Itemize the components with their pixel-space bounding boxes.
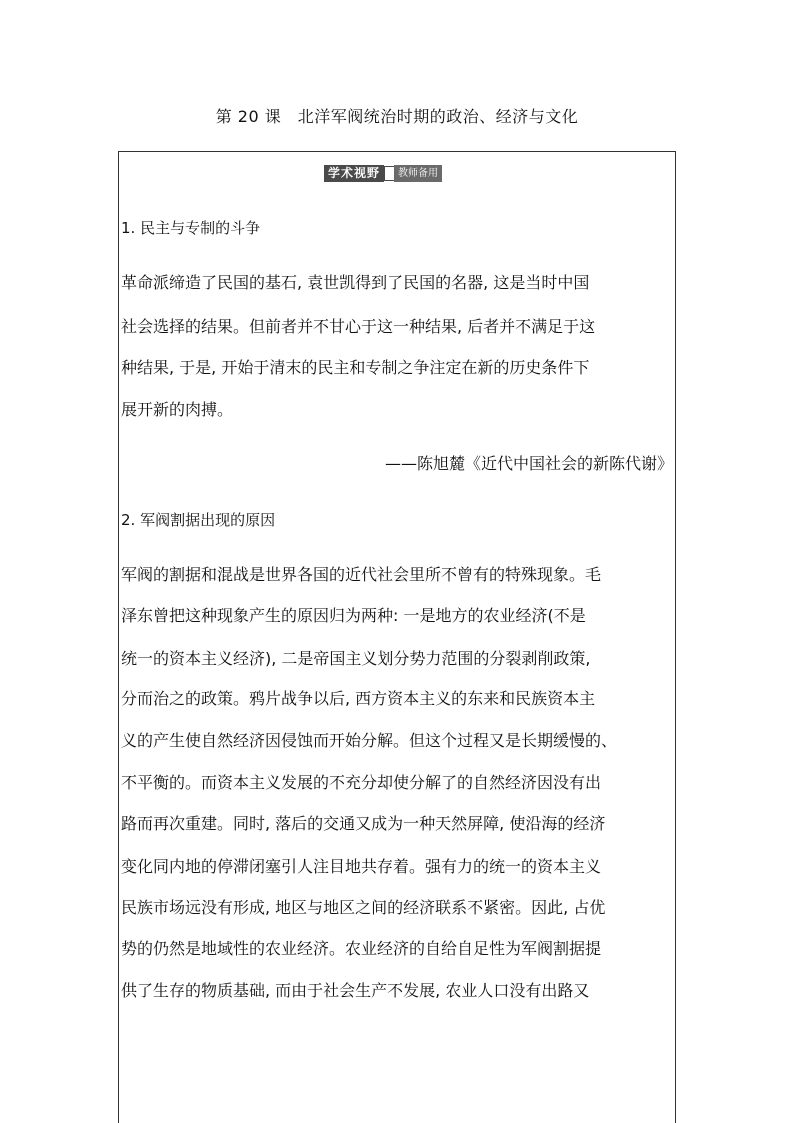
academic-view-banner — [324, 165, 442, 182]
paragraph-line: 分而治之的政策。鸦片战争以后, 西方资本主义的东来和民族资本主 — [121, 689, 596, 708]
paragraph-line: 展开新的肉搏。 — [121, 400, 234, 419]
paragraph-line: 统一的资本主义经济), 二是帝国主义划分势力范围的分裂剥削政策, — [121, 649, 591, 668]
paragraph-line: 不平衡的。而资本主义发展的不充分却使分解了的自然经济因没有出 — [121, 773, 602, 792]
paragraph-line: 供了生存的物质基础, 而由于社会生产不发展, 农业人口没有出路又 — [121, 981, 590, 1000]
paragraph-line: 变化同内地的停滞闭塞引人注目地共存着。强有力的统一的资本主义 — [121, 857, 602, 876]
paragraph-line: 势的仍然是地域性的农业经济。农业经济的自给自足性为军阀割据提 — [121, 939, 602, 958]
paragraph-line: 种结果, 于是, 开始于清末的民主和专制之争注定在新的历史条件下 — [121, 358, 590, 377]
paragraph-line: 泽东曾把这种现象产生的原因归为两种: 一是地方的农业经济(不是 — [121, 606, 586, 625]
paragraph-line: 军阀的割据和混战是世界各国的近代社会里所不曾有的特殊现象。毛 — [121, 565, 602, 584]
quote-attribution: ——陈旭麓《近代中国社会的新陈代谢》 — [384, 454, 673, 473]
banner-main-label: 学术视野 — [324, 165, 384, 182]
banner-sub-label: 教师备用 — [394, 165, 442, 182]
content-box — [118, 151, 676, 1123]
section-heading: 1. 民主与专制的斗争 — [121, 219, 261, 237]
paragraph-line: 社会选择的结果。但前者并不甘心于这一种结果, 后者并不满足于这 — [121, 317, 596, 336]
paragraph-line: 路而再次重建。同时, 落后的交通又成为一种天然屏障, 使沿海的经济 — [121, 814, 606, 833]
paragraph-line: 民族市场远没有形成, 地区与地区之间的经济联系不紧密。因此, 占优 — [121, 898, 606, 917]
book-icon — [384, 166, 394, 181]
paragraph-line: 革命派缔造了民国的基石, 袁世凯得到了民国的名器, 这是当时中国 — [121, 273, 590, 292]
paragraph-line: 义的产生使自然经济因侵蚀而开始分解。但这个过程又是长期缓慢的、 — [121, 731, 618, 750]
section-heading: 2. 军阀割据出现的原因 — [121, 511, 276, 529]
page-title: 第 20 课 北洋军阀统治时期的政治、经济与文化 — [215, 107, 579, 126]
